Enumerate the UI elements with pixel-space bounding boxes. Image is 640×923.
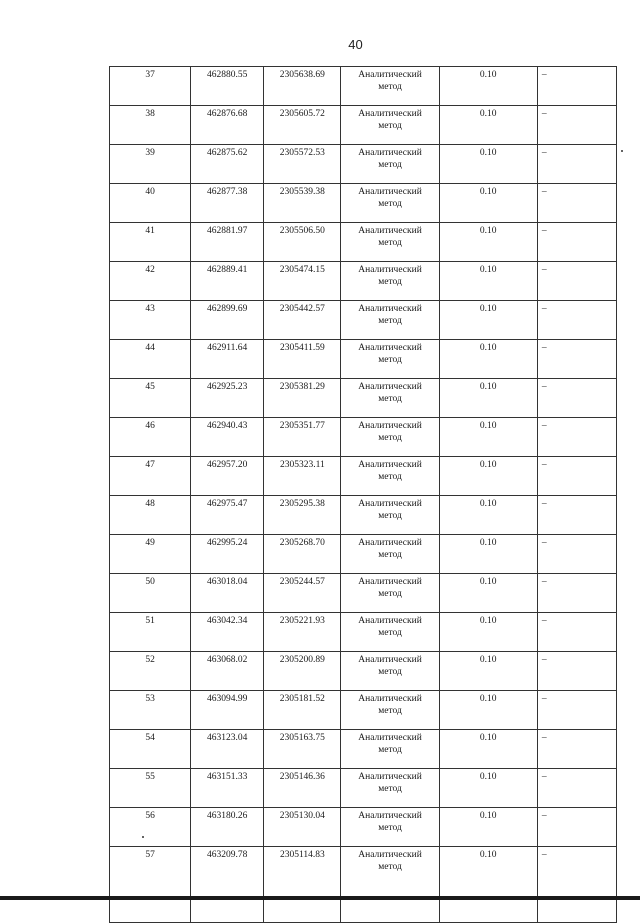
x-coordinate-cell: 462877.38 (191, 184, 264, 223)
x-coordinate-cell: 462995.24 (191, 535, 264, 574)
y-coordinate-cell: 2305572.53 (264, 145, 341, 184)
x-coordinate-cell: 463094.99 (191, 691, 264, 730)
method-cell (341, 652, 439, 691)
note-cell: – (537, 223, 616, 262)
x-coordinate-cell: 462940.43 (191, 418, 264, 457)
method-text-line: метод (378, 667, 402, 677)
note-cell: – (537, 301, 616, 340)
table-row (110, 301, 617, 340)
method-cell (341, 106, 439, 145)
method-cell (341, 379, 439, 418)
method-cell (341, 457, 439, 496)
point-number-cell: 46 (110, 418, 191, 457)
y-coordinate-cell: 2305323.11 (264, 457, 341, 496)
point-number-cell: 41 (110, 223, 191, 262)
point-number-cell: 38 (110, 106, 191, 145)
note-cell: – (537, 379, 616, 418)
x-coordinate-cell: 463018.04 (191, 574, 264, 613)
point-number-cell: 48 (110, 496, 191, 535)
point-number-cell: 39 (110, 145, 191, 184)
point-number-cell: 54 (110, 730, 191, 769)
note-cell: – (537, 613, 616, 652)
table-row (110, 67, 617, 106)
note-cell: – (537, 496, 616, 535)
point-number-cell: 44 (110, 340, 191, 379)
method-text-line: метод (378, 862, 402, 872)
x-coordinate-cell: 463151.33 (191, 769, 264, 808)
method-text-line: Аналитический (358, 343, 422, 353)
note-cell: – (537, 691, 616, 730)
note-cell: – (537, 808, 616, 847)
y-coordinate-cell: 2305442.57 (264, 301, 341, 340)
method-text-line: метод (378, 316, 402, 326)
note-cell: – (537, 847, 616, 923)
y-coordinate-cell: 2305506.50 (264, 223, 341, 262)
y-coordinate-cell: 2305163.75 (264, 730, 341, 769)
y-coordinate-cell: 2305411.59 (264, 340, 341, 379)
method-text-line: метод (378, 784, 402, 794)
coordinates-table (109, 66, 617, 923)
y-coordinate-cell: 2305539.38 (264, 184, 341, 223)
method-text-line: Аналитический (358, 694, 422, 704)
accuracy-cell: 0.10 (439, 262, 537, 301)
x-coordinate-cell: 462925.23 (191, 379, 264, 418)
method-text-line: Аналитический (358, 226, 422, 236)
note-cell: – (537, 574, 616, 613)
method-cell (341, 418, 439, 457)
table-row (110, 652, 617, 691)
method-text-line: метод (378, 706, 402, 716)
method-text-line: Аналитический (358, 811, 422, 821)
accuracy-cell: 0.10 (439, 574, 537, 613)
accuracy-cell: 0.10 (439, 769, 537, 808)
method-cell (341, 769, 439, 808)
accuracy-cell: 0.10 (439, 691, 537, 730)
scan-bottom-edge (0, 896, 640, 900)
point-number-cell: 43 (110, 301, 191, 340)
table-row (110, 769, 617, 808)
method-text-line: метод (378, 745, 402, 755)
point-number-cell: 57 (110, 847, 191, 923)
y-coordinate-cell: 2305130.04 (264, 808, 341, 847)
accuracy-cell: 0.10 (439, 301, 537, 340)
y-coordinate-cell: 2305381.29 (264, 379, 341, 418)
y-coordinate-cell: 2305268.70 (264, 535, 341, 574)
table-row (110, 691, 617, 730)
note-cell: – (537, 340, 616, 379)
accuracy-cell: 0.10 (439, 808, 537, 847)
method-text-line: метод (378, 511, 402, 521)
method-text-line: метод (378, 472, 402, 482)
y-coordinate-cell: 2305295.38 (264, 496, 341, 535)
note-cell: – (537, 418, 616, 457)
accuracy-cell: 0.10 (439, 223, 537, 262)
method-text-line: метод (378, 277, 402, 287)
method-text-line: Аналитический (358, 460, 422, 470)
accuracy-cell: 0.10 (439, 145, 537, 184)
y-coordinate-cell: 2305605.72 (264, 106, 341, 145)
note-cell: – (537, 106, 616, 145)
note-cell: – (537, 535, 616, 574)
x-coordinate-cell: 462975.47 (191, 496, 264, 535)
table-row (110, 145, 617, 184)
method-text-line: метод (378, 394, 402, 404)
method-text-line: Аналитический (358, 304, 422, 314)
method-text-line: Аналитический (358, 538, 422, 548)
accuracy-cell: 0.10 (439, 847, 537, 923)
method-text-line: Аналитический (358, 382, 422, 392)
x-coordinate-cell: 462876.68 (191, 106, 264, 145)
method-text-line: Аналитический (358, 421, 422, 431)
method-text-line: метод (378, 82, 402, 92)
table-row (110, 223, 617, 262)
note-cell: – (537, 730, 616, 769)
accuracy-cell: 0.10 (439, 730, 537, 769)
method-text-line: метод (378, 199, 402, 209)
method-text-line: Аналитический (358, 499, 422, 509)
note-cell: – (537, 67, 616, 106)
x-coordinate-cell: 463209.78 (191, 847, 264, 923)
x-coordinate-cell: 463123.04 (191, 730, 264, 769)
method-text-line: Аналитический (358, 733, 422, 743)
table-row (110, 535, 617, 574)
table-row (110, 457, 617, 496)
method-cell (341, 613, 439, 652)
y-coordinate-cell: 2305351.77 (264, 418, 341, 457)
method-text-line: Аналитический (358, 772, 422, 782)
accuracy-cell: 0.10 (439, 496, 537, 535)
method-text-line: метод (378, 355, 402, 365)
method-cell (341, 847, 439, 923)
method-text-line: метод (378, 628, 402, 638)
table-row (110, 379, 617, 418)
coordinates-table-body (110, 67, 617, 923)
y-coordinate-cell: 2305181.52 (264, 691, 341, 730)
method-cell (341, 535, 439, 574)
scan-speck (621, 150, 623, 152)
method-text-line: Аналитический (358, 655, 422, 665)
table-row (110, 808, 617, 847)
table-row (110, 496, 617, 535)
method-cell (341, 574, 439, 613)
point-number-cell: 37 (110, 67, 191, 106)
method-text-line: Аналитический (358, 616, 422, 626)
method-cell (341, 496, 439, 535)
method-text-line: метод (378, 121, 402, 131)
method-text-line: метод (378, 433, 402, 443)
x-coordinate-cell: 462957.20 (191, 457, 264, 496)
method-text-line: Аналитический (358, 577, 422, 587)
method-cell (341, 340, 439, 379)
x-coordinate-cell: 462880.55 (191, 67, 264, 106)
method-text-line: метод (378, 238, 402, 248)
note-cell: – (537, 145, 616, 184)
table-row (110, 847, 617, 923)
table-row (110, 262, 617, 301)
point-number-cell: 50 (110, 574, 191, 613)
x-coordinate-cell: 462911.64 (191, 340, 264, 379)
table-row (110, 574, 617, 613)
point-number-cell: 53 (110, 691, 191, 730)
method-cell (341, 730, 439, 769)
method-text-line: метод (378, 550, 402, 560)
table-row (110, 730, 617, 769)
point-number-cell: 40 (110, 184, 191, 223)
y-coordinate-cell: 2305244.57 (264, 574, 341, 613)
method-text-line: Аналитический (358, 265, 422, 275)
accuracy-cell: 0.10 (439, 613, 537, 652)
point-number-cell: 56 (110, 808, 191, 847)
x-coordinate-cell: 463068.02 (191, 652, 264, 691)
point-number-cell: 49 (110, 535, 191, 574)
accuracy-cell: 0.10 (439, 652, 537, 691)
y-coordinate-cell: 2305638.69 (264, 67, 341, 106)
point-number-cell: 45 (110, 379, 191, 418)
method-cell (341, 262, 439, 301)
note-cell: – (537, 652, 616, 691)
method-text-line: Аналитический (358, 187, 422, 197)
scan-speck (142, 836, 144, 838)
accuracy-cell: 0.10 (439, 106, 537, 145)
x-coordinate-cell: 462881.97 (191, 223, 264, 262)
accuracy-cell: 0.10 (439, 340, 537, 379)
method-cell (341, 691, 439, 730)
x-coordinate-cell: 463180.26 (191, 808, 264, 847)
point-number-cell: 47 (110, 457, 191, 496)
note-cell: – (537, 184, 616, 223)
point-number-cell: 42 (110, 262, 191, 301)
x-coordinate-cell: 462889.41 (191, 262, 264, 301)
method-text-line: метод (378, 823, 402, 833)
point-number-cell: 51 (110, 613, 191, 652)
method-text-line: Аналитический (358, 148, 422, 158)
y-coordinate-cell: 2305146.36 (264, 769, 341, 808)
table-row (110, 340, 617, 379)
method-cell (341, 808, 439, 847)
method-cell (341, 301, 439, 340)
y-coordinate-cell: 2305474.15 (264, 262, 341, 301)
y-coordinate-cell: 2305200.89 (264, 652, 341, 691)
accuracy-cell: 0.10 (439, 184, 537, 223)
x-coordinate-cell: 463042.34 (191, 613, 264, 652)
accuracy-cell: 0.10 (439, 418, 537, 457)
accuracy-cell: 0.10 (439, 67, 537, 106)
method-cell (341, 67, 439, 106)
note-cell: – (537, 262, 616, 301)
method-text-line: Аналитический (358, 850, 422, 860)
note-cell: – (537, 457, 616, 496)
x-coordinate-cell: 462899.69 (191, 301, 264, 340)
method-text-line: Аналитический (358, 109, 422, 119)
method-cell (341, 184, 439, 223)
accuracy-cell: 0.10 (439, 379, 537, 418)
y-coordinate-cell: 2305221.93 (264, 613, 341, 652)
table-row (110, 184, 617, 223)
method-cell (341, 223, 439, 262)
table-row (110, 106, 617, 145)
point-number-cell: 55 (110, 769, 191, 808)
point-number-cell: 52 (110, 652, 191, 691)
table-row (110, 613, 617, 652)
accuracy-cell: 0.10 (439, 457, 537, 496)
y-coordinate-cell: 2305114.83 (264, 847, 341, 923)
x-coordinate-cell: 462875.62 (191, 145, 264, 184)
method-text-line: метод (378, 589, 402, 599)
method-cell (341, 145, 439, 184)
method-text-line: метод (378, 160, 402, 170)
page-number: 40 (348, 37, 363, 52)
accuracy-cell: 0.10 (439, 535, 537, 574)
method-text-line: Аналитический (358, 70, 422, 80)
table-row (110, 418, 617, 457)
note-cell: – (537, 769, 616, 808)
